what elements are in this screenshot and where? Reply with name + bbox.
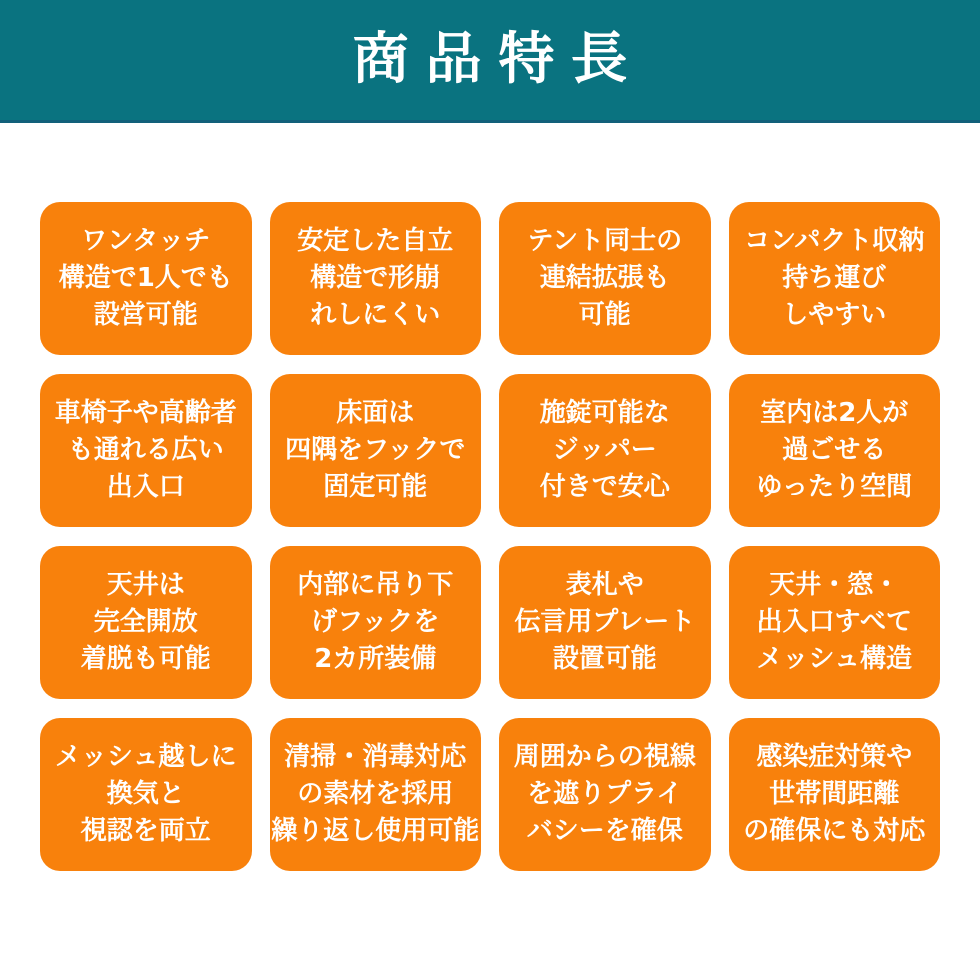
feature-line: 四隅をフックで bbox=[285, 435, 466, 465]
feature-line: 出入口 bbox=[106, 472, 185, 502]
feature-tile bbox=[40, 546, 252, 699]
feature-line: バシーを確保 bbox=[526, 816, 683, 846]
feature-line: 過ごせる bbox=[782, 435, 887, 465]
feature-line: 固定可能 bbox=[323, 472, 428, 502]
feature-line: 付きで安心 bbox=[539, 472, 670, 502]
feature-line: 安定した自立 bbox=[297, 226, 454, 256]
feature-tile bbox=[729, 718, 941, 871]
feature-line: 繰り返し使用可能 bbox=[271, 816, 480, 846]
feature-line: 感染症対策や bbox=[756, 742, 913, 772]
feature-tile bbox=[499, 718, 711, 871]
feature-line: 構造で1人でも bbox=[58, 263, 233, 293]
feature-tile bbox=[270, 374, 482, 527]
feature-line: 天井は bbox=[106, 570, 185, 600]
feature-line: げフックを bbox=[311, 607, 440, 637]
feature-tile bbox=[499, 374, 711, 527]
feature-tile bbox=[729, 202, 941, 355]
feature-line: コンパクト収納 bbox=[744, 226, 925, 256]
feature-line: 清掃・消毒対応 bbox=[284, 742, 467, 772]
feature-line: を遮りプライ bbox=[527, 779, 683, 809]
feature-line: 視認を両立 bbox=[80, 816, 211, 846]
feature-line: ワンタッチ bbox=[81, 226, 211, 256]
feature-tile bbox=[270, 202, 482, 355]
feature-line: 表札や bbox=[565, 570, 644, 600]
feature-tile bbox=[40, 202, 252, 355]
feature-tile bbox=[729, 546, 941, 699]
page-title: 商品特長 bbox=[352, 27, 644, 92]
feature-line: 内部に吊り下 bbox=[297, 570, 454, 600]
feature-line: 2カ所装備 bbox=[314, 644, 437, 674]
feature-line: 車椅子や高齢者 bbox=[54, 398, 237, 428]
feature-line: 天井・窓・ bbox=[769, 570, 900, 600]
feature-line: 出入口すべて bbox=[756, 607, 912, 637]
feature-line: ジッパー bbox=[552, 435, 657, 465]
feature-line: 着脱も可能 bbox=[80, 644, 211, 674]
feature-line: しやすい bbox=[782, 300, 887, 330]
feature-tile bbox=[729, 374, 941, 527]
feature-tile bbox=[270, 718, 482, 871]
feature-line: テント同士の bbox=[527, 226, 683, 256]
feature-line: の確保にも対応 bbox=[743, 816, 926, 846]
feature-line: 室内は2人が bbox=[760, 398, 909, 428]
feature-line: れしにくい bbox=[310, 300, 441, 330]
feature-tile bbox=[40, 718, 252, 871]
feature-line: 施錠可能な bbox=[539, 398, 670, 428]
feature-line: 換気と bbox=[106, 779, 185, 809]
feature-line: 設営可能 bbox=[93, 300, 198, 330]
header-banner bbox=[0, 0, 980, 123]
feature-tile bbox=[499, 202, 711, 355]
feature-line: 床面は bbox=[336, 398, 415, 428]
feature-line: 伝言用プレート bbox=[514, 607, 696, 637]
feature-tile bbox=[499, 546, 711, 699]
feature-line: 世帯間距離 bbox=[769, 779, 900, 809]
feature-line: 設置可能 bbox=[552, 644, 657, 674]
feature-line: 連結拡張も bbox=[539, 263, 670, 293]
feature-tile bbox=[270, 546, 482, 699]
feature-line: ゆったり空間 bbox=[756, 472, 913, 502]
feature-line: 持ち運び bbox=[782, 263, 887, 293]
features-grid bbox=[40, 202, 940, 871]
feature-line: 構造で形崩 bbox=[310, 263, 441, 293]
feature-line: メッシュ構造 bbox=[756, 644, 912, 674]
feature-line: 周囲からの視線 bbox=[513, 742, 696, 772]
feature-tile bbox=[40, 374, 252, 527]
feature-line: メッシュ越しに bbox=[55, 742, 237, 772]
feature-line: も通れる広い bbox=[67, 435, 224, 465]
feature-line: 可能 bbox=[578, 300, 631, 330]
feature-line: 完全開放 bbox=[93, 607, 198, 637]
feature-line: の素材を採用 bbox=[297, 779, 454, 809]
